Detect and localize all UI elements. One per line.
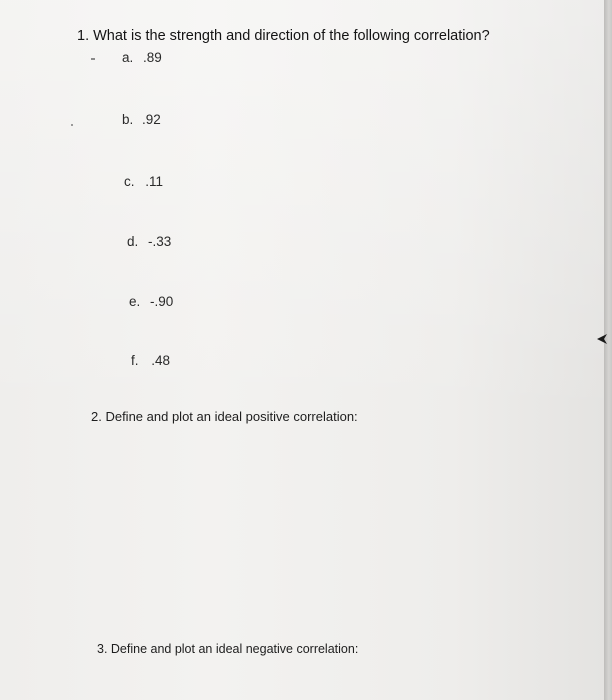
question-3-text: 3. Define and plot an ideal negative correlation: [97,642,359,656]
paper-speck [71,124,73,126]
option-value: .11 [145,174,164,189]
option-c [124,174,163,189]
option-value: .48 [151,353,171,368]
pencil-mark [91,58,95,60]
option-value: -.33 [148,234,172,249]
option-letter: f. [131,353,139,368]
cursor-arrow-icon [597,334,607,344]
option-letter: d. [127,234,139,249]
option-f [131,353,170,368]
option-value: .89 [143,50,162,65]
option-b [122,112,161,127]
option-d [127,234,171,249]
option-value: -.90 [150,294,174,309]
question-1-text: 1. What is the strength and direction of the following correlation? [77,28,490,44]
option-letter: b. [122,112,134,127]
option-letter: a. [122,50,134,65]
option-letter: c. [124,174,135,189]
option-e [129,294,173,309]
paper-edge [604,0,612,700]
option-a [122,50,162,65]
question-2-text: 2. Define and plot an ideal positive correlation: [91,409,358,424]
option-letter: e. [129,294,141,309]
option-value: .92 [142,112,161,127]
